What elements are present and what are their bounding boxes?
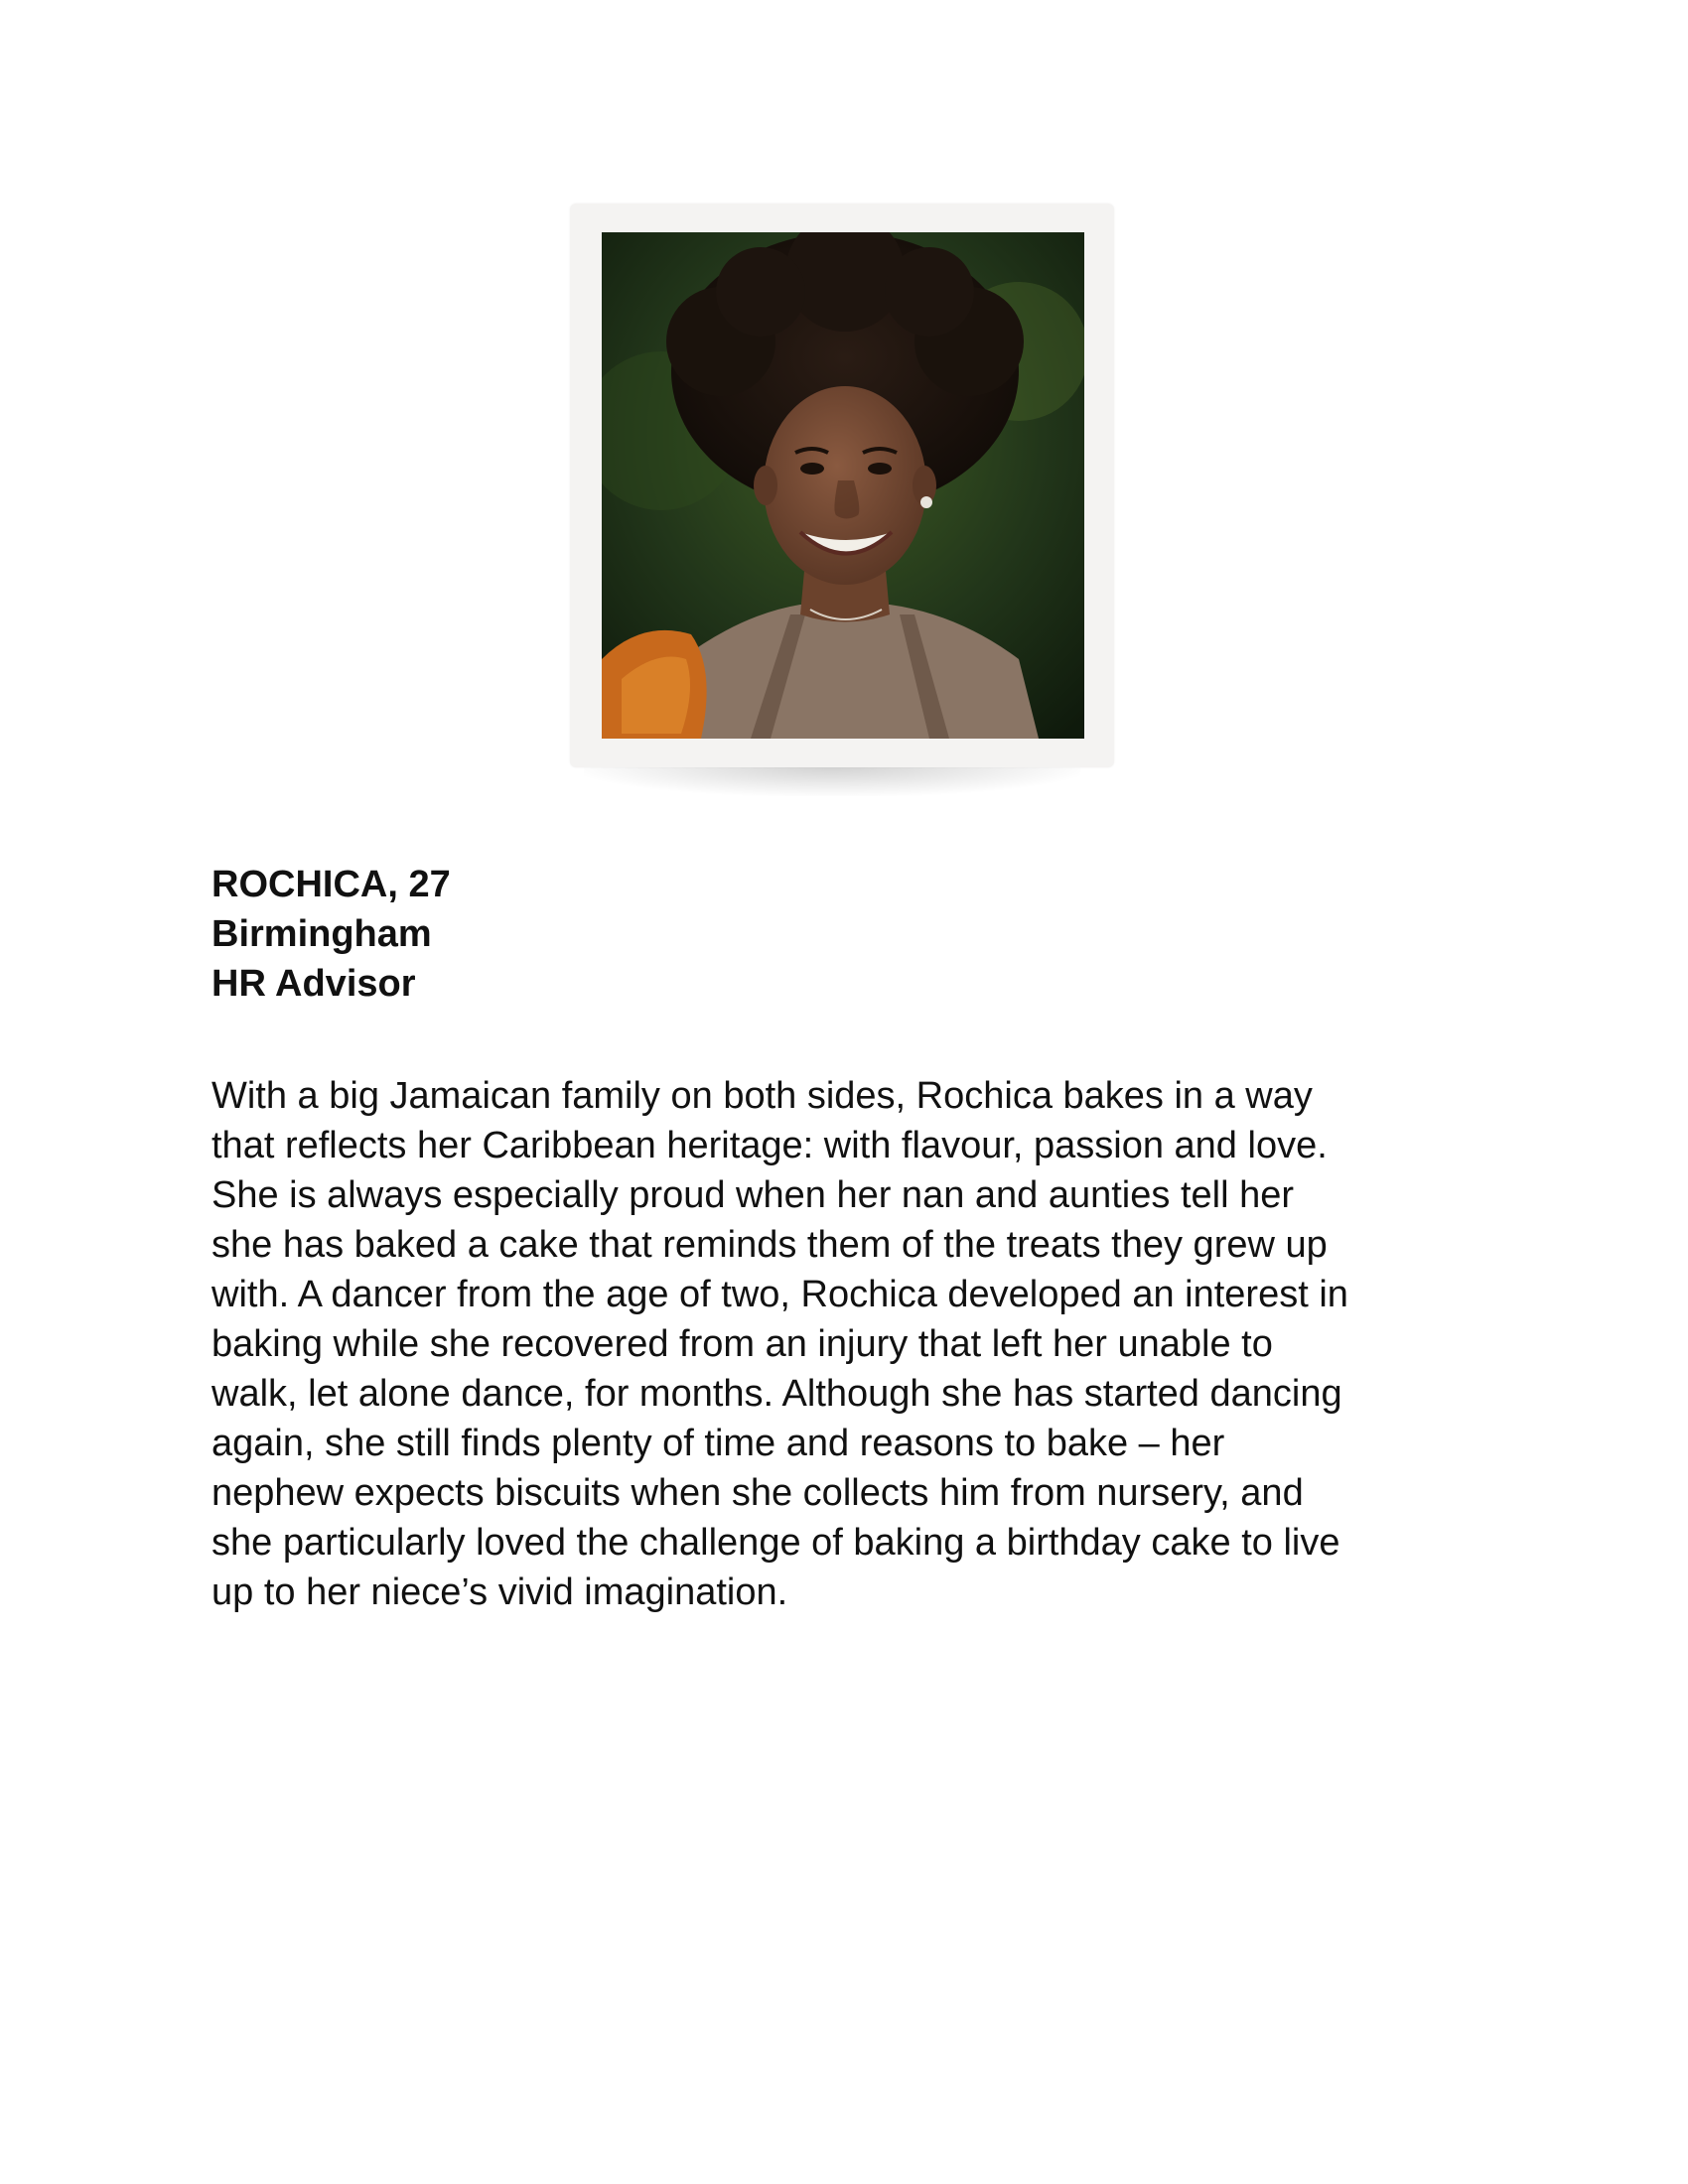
bio-line: baking while she recovered from an injury that left her unable to	[211, 1323, 1273, 1365]
bio-line: she has baked a cake that reminds them of the treats they grew up	[211, 1224, 1328, 1266]
bio-line: again, she still finds plenty of time and reasons to bake – her	[211, 1423, 1225, 1464]
bio-line: walk, let alone dance, for months. Although she has started dancing	[211, 1373, 1342, 1415]
location: Birmingham	[211, 913, 432, 955]
bio-line: She is always especially proud when her nan and aunties tell her	[211, 1174, 1294, 1216]
name-age: ROCHICA, 27	[211, 864, 451, 905]
bio-paragraph	[211, 1071, 1492, 1617]
bio-line: she particularly loved the challenge of baking a birthday cake to live	[211, 1522, 1340, 1564]
bio-line: up to her niece’s vivid imagination.	[211, 1571, 788, 1613]
photo-shadow	[584, 766, 1080, 796]
bio-line: With a big Jamaican family on both sides, Rochica bakes in a way	[211, 1075, 1313, 1117]
bio-line: with. A dancer from the age of two, Rochica developed an interest in	[211, 1274, 1348, 1315]
contestant-header	[211, 860, 451, 1009]
bio-line: that reflects her Caribbean heritage: with flavour, passion and love.	[211, 1125, 1328, 1166]
bio-line: nephew expects biscuits when she collects him from nursery, and	[211, 1472, 1304, 1514]
portrait-photo	[602, 232, 1084, 739]
portrait-illustration	[602, 232, 1084, 739]
occupation: HR Advisor	[211, 963, 416, 1005]
